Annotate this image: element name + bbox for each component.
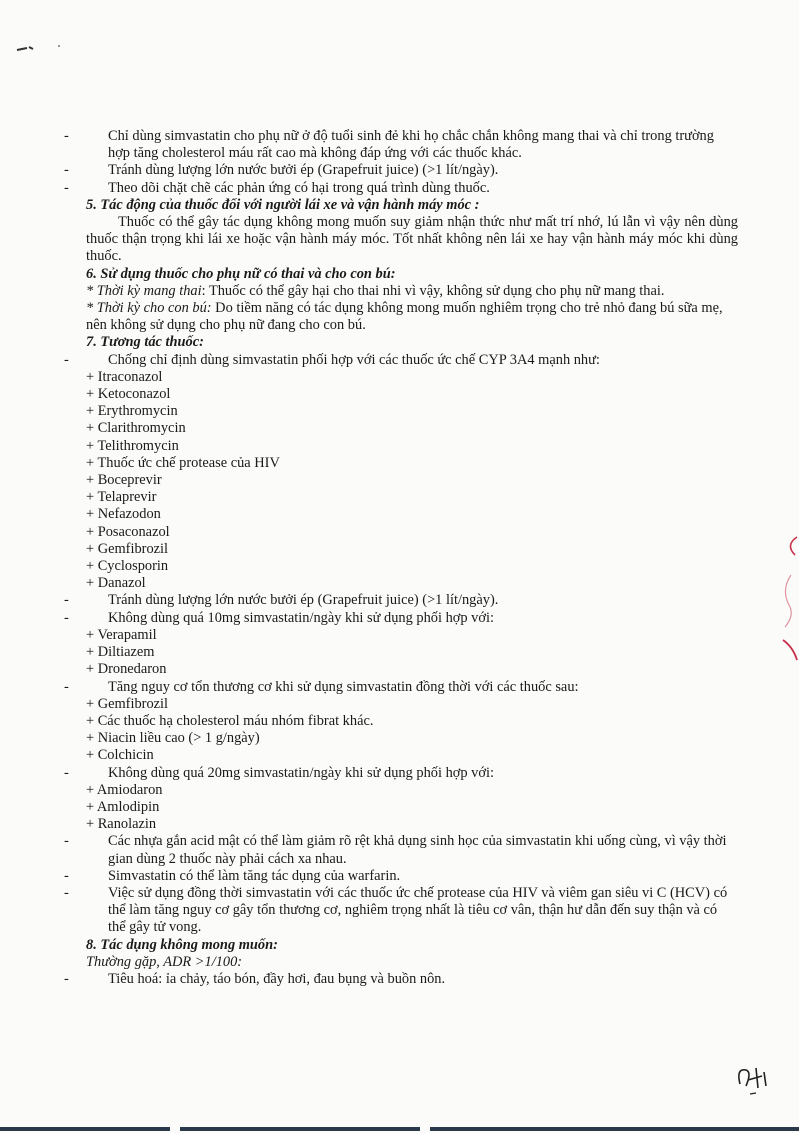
- drug-item: + Ranolazin: [86, 816, 157, 833]
- drug-item: + Itraconazol: [86, 368, 163, 385]
- pregnancy-note: * Thời kỳ mang thai: Thuốc có thể gây hại cho thai nhi vì vậy, không sử dụng cho phụ nữ mang thai.: [86, 282, 665, 299]
- list-item: - Tiêu hoá: ỉa chảy, táo bón, đầy hơi, đau bụng và buồn nôn.: [64, 970, 446, 987]
- frequency-subheading: Thường gặp, ADR >1/100:: [86, 953, 243, 970]
- drug-item: + Diltiazem: [86, 644, 155, 661]
- lactation-note: * Thời kỳ cho con bú: Do tiềm năng có tác dụng không mong muốn nghiêm trọng cho trẻ nhỏ đang bú sữa mẹ, nên không sử dụng cho phụ nữ đang cho con bú.: [86, 300, 723, 334]
- paragraph: Thuốc có thể gây tác dụng không mong muốn suy giảm nhận thức như mất trí nhớ, lú lẫn vì vậy nên dùng thuốc thận trọng khi lái xe hoặc vận hành máy móc. Tốt nhất không nên lái xe hay vận hành máy móc khi dùng thuốc.: [86, 214, 738, 265]
- drug-item: + Colchicin: [86, 747, 154, 764]
- drug-item: + Thuốc ức chế protease của HIV: [86, 454, 280, 471]
- list-item: - Tránh dùng lượng lớn nước bưởi ép (Grapefruit juice) (>1 lít/ngày).: [64, 592, 499, 609]
- list-item: - Chỉ dùng simvastatin cho phụ nữ ở độ tuổi sinh đẻ khi họ chắc chắn không mang thai và chỉ trong trường hợp tăng cholesterol máu rất cao mà không đáp ứng với các thuốc khác.: [64, 128, 714, 162]
- list-item: - Việc sử dụng đồng thời simvastatin với các thuốc ức chế protease của HIV và viêm gan siêu vi C (HCV) có thể làm tăng nguy cơ gây tổn thương cơ, nghiêm trọng nhất là tiêu cơ vân, thận hư dẫn đến suy thận và có thể gây tử vong.: [64, 884, 728, 936]
- stamp-edge-mark: [777, 535, 799, 665]
- drug-item: + Telithromycin: [86, 437, 179, 454]
- drug-item: + Cyclosporin: [86, 558, 169, 575]
- list-item: - Các nhựa gắn acid mật có thể làm giảm rõ rệt khả dụng sinh học của simvastatin khi uống cùng, vì vậy thời gian dùng 2 thuốc này phải cách xa nhau.: [64, 833, 727, 867]
- drug-item: + Posaconazol: [86, 523, 170, 540]
- list-item: - Không dùng quá 20mg simvastatin/ngày khi sử dụng phối hợp với:: [64, 764, 494, 781]
- drug-item: + Gemfibrozil: [86, 695, 169, 712]
- list-item: - Tránh dùng lượng lớn nước bưởi ép (Grapefruit juice) (>1 lít/ngày).: [64, 162, 499, 179]
- list-item: - Chống chỉ định dùng simvastatin phối hợp với các thuốc ức chế CYP 3A4 mạnh như:: [64, 351, 600, 368]
- drug-item: + Dronedaron: [86, 661, 167, 678]
- drug-item: + Erythromycin: [86, 403, 178, 420]
- drug-item: + Telaprevir: [86, 489, 157, 506]
- drug-item: + Gemfibrozil: [86, 540, 169, 557]
- section-heading-5: 5. Tác động của thuốc đối với người lái xe và vận hành máy móc :: [86, 196, 480, 213]
- drug-item: + Danazol: [86, 575, 146, 592]
- scan-speck-mark: [15, 40, 70, 60]
- drug-item: + Amlodipin: [86, 798, 160, 815]
- drug-item: + Niacin liều cao (> 1 g/ngày): [86, 730, 260, 747]
- list-item: - Không dùng quá 10mg simvastatin/ngày khi sử dụng phối hợp với:: [64, 609, 494, 626]
- drug-item: + Nefazodon: [86, 506, 161, 523]
- document-body: [64, 128, 738, 988]
- list-item: - Simvastatin có thể làm tăng tác dụng của warfarin.: [64, 867, 401, 884]
- handwritten-initials: [734, 1058, 774, 1098]
- bottom-edge-bar: [0, 1127, 799, 1131]
- section-heading-8: 8. Tác dụng không mong muốn:: [86, 936, 278, 953]
- section-heading-6: 6. Sử dụng thuốc cho phụ nữ có thai và cho con bú:: [86, 265, 396, 282]
- section-heading-7: 7. Tương tác thuốc:: [86, 334, 204, 351]
- drug-item: + Verapamil: [86, 626, 157, 643]
- drug-item: + Clarithromycin: [86, 420, 186, 437]
- drug-item: + Các thuốc hạ cholesterol máu nhóm fibrat khác.: [86, 712, 374, 729]
- list-item: - Theo dõi chặt chẽ các phản ứng có hại trong quá trình dùng thuốc.: [64, 179, 490, 196]
- drug-item: + Amiodaron: [86, 781, 163, 798]
- drug-item: + Boceprevir: [86, 472, 162, 489]
- drug-item: + Ketoconazol: [86, 386, 171, 403]
- list-item: - Tăng nguy cơ tổn thương cơ khi sử dụng simvastatin đồng thời với các thuốc sau:: [64, 678, 579, 695]
